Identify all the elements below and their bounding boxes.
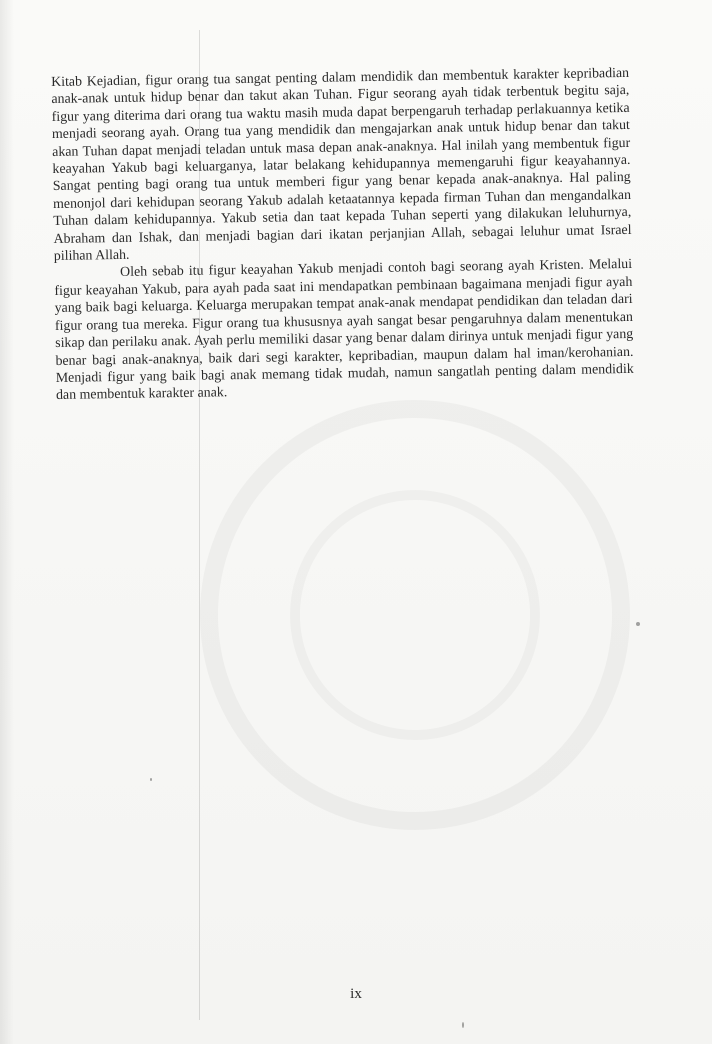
scan-speck bbox=[636, 622, 640, 626]
page-number: ix bbox=[350, 986, 362, 1002]
scan-speck bbox=[462, 1022, 464, 1028]
scan-speck bbox=[150, 778, 152, 781]
paragraph-2: Oleh sebab itu figur keayahan Yakub menjadi contoh bagi seorang ayah Kristen. Melalui figur keayahan Yakub, para ayah pada saat ini mendapatkan pembinaan bagaimana menjadi figur ayah yang baik bagi keluarga. Keluarga merupakan tempat anak-anak mendapat pendidikan dan teladan dari figur orang tua mereka. Figur orang tua khususnya ayah sangat besar pengaruhnya dalam menentukan sikap dan perilaku anak. Ayah perlu memiliki dasar yang benar dalam dirinya untuk menjadi figur yang benar bagi anak-anaknya, baik dari segi karakter, kepribadian, maupun dalam hal iman/kerohanian. Menjadi figur yang baik bagi anak memang tidak mudah, namun sangatlah penting dalam mendidik dan membentuk karakter anak. bbox=[54, 257, 634, 404]
paragraph-1: Kitab Kejadian, figur orang tua sangat penting dalam mendidik dan membentuk karakter kepribadian anak-anak untuk hidup benar dan takut akan Tuhan. Figur seorang ayah tidak terbentuk begitu saja, figur yang diterima dari orang tua waktu masih muda dapat berpengaruh terhadap perlakuannya ketika menjadi seorang ayah. Orang tua yang mendidik dan mengajarkan anak untuk hidup benar dan takut akan Tuhan dapat menjadi teladan untuk masa depan anak-anaknya. Hal inilah yang membentuk figur keayahan Yakub bagi keluarganya, latar belakang kehidupannya memengaruhi figur keayahannya. Sangat penting bagi orang tua untuk memberi figur yang benar kepada anak-anaknya. Hal paling menonjol dari kehidupan seorang Yakub adalah ketaatannya kepada firman Tuhan dan mengandalkan Tuhan dalam kehidupannya. Yakub setia dan taat kepada Tuhan seperti yang dilakukan leluhurnya, Abraham dan Ishak, dan menjadi bagian dari ikatan perjanjian Allah, sebagai leluhur umat Israel pilihan Allah. bbox=[51, 65, 632, 265]
body-text bbox=[51, 65, 634, 405]
watermark-seal-inner bbox=[290, 490, 540, 740]
